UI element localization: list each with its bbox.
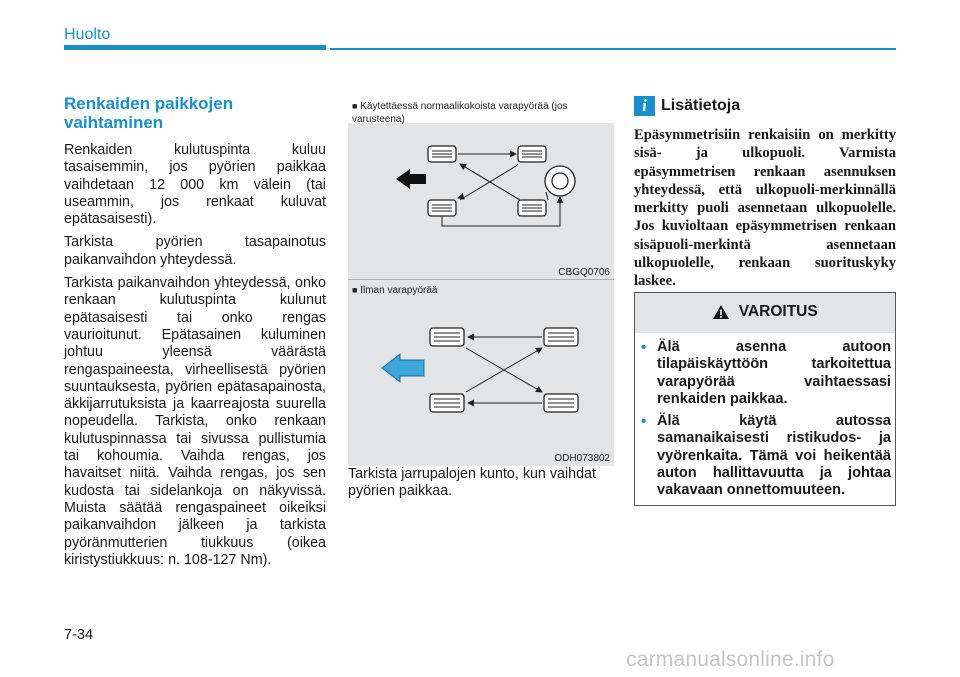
rotation-diagram-without-spare [348, 280, 614, 466]
main-text-column [64, 94, 326, 575]
paragraph-1: Renkaiden kulutuspinta kuluu tasaisemmin, jos pyörien paikkaa vaihdetaan 12 000 km välein (tai useammin, jos renkaat kuluvat epätasaisesti). [64, 142, 326, 228]
section-name: Huolto [64, 26, 111, 43]
warning-title: VAROITUS [738, 303, 818, 320]
page-number: 7-34 [64, 627, 94, 643]
rotation-diagram-with-spare [348, 96, 614, 280]
warning-header [635, 293, 895, 333]
watermark: carmanualsonline.info [626, 648, 835, 671]
bullet-icon: • [641, 339, 647, 356]
figure-code: ODH073802 [554, 453, 610, 464]
figure-without-spare [348, 280, 614, 466]
info-header [634, 96, 896, 118]
warning-item-text: Älä käytä autossa samanaikaisesti ristikudos- ja vyörenkaita. Tämä voi heikentää auton hallittavuutta ja johtaa vakavaan onnettomuuteen. [657, 413, 891, 499]
warning-item-text: Älä asenna autoon tilapäiskäyttöön tarkoitettua varapyörää vaihtaessasi renkaiden paikkaa. [657, 339, 891, 407]
warning-item [641, 339, 891, 408]
paragraph-2: Tarkista pyörien tasapainotus paikanvaihdon yhteydessä. [64, 234, 326, 268]
direction-arrow-icon [396, 169, 426, 189]
header-rule-thin [330, 48, 896, 50]
caption-bullet: ■ [352, 101, 358, 111]
figure-with-spare [348, 96, 614, 280]
caption-bullet: ■ [352, 285, 358, 295]
figure-code: CBGQ0706 [558, 267, 610, 278]
info-text: Epäsymmetrisiin renkaisiin on merkitty sisä- ja ulkopuoli. Varmista epäsymmetrisen renkaan asennuksen yhteydessä, että ulkopuoli-merkinnällä merkitty puoli asennetaan ulkopuolelle. Jos kuvioltaan epäsymmetrisen renkaan sisäpuoli-merkintä asennetaan ulkopuolelle, renkaan suorituskyky laskee. [634, 127, 896, 290]
section-heading: Renkaiden paikkojen vaihtaminen [64, 94, 234, 132]
spare-tire-icon [545, 166, 575, 196]
caption-text: Käytettäessä normaalikokoista varapyörää (jos varusteena) [352, 101, 568, 125]
warning-item [641, 413, 891, 499]
info-icon: i [634, 96, 655, 116]
paragraph-3: Tarkista paikanvaihdon yhteydessä, onko renkaan kulutuspinta kulunut epätasaisesti tai onko rengas vaurioitunut. Epätasainen kuluminen johtuu yleensä väärästä rengaspaineesta, virheellisestä pyörien suuntauksesta, pyörien epätasapainosta, äkkijarrutuksista ja kaarreajosta suurella nopeudella. Tarkista, onko renkaan kulutuspinnassa tai sivussa pullistumia tai kohoumia. Vaihda rengas, jos havaitset niitä. Vaihda rengas, jos sen kudosta tai sidelankoja on näkyvissä. Muista säätää rengaspaineet oikeiksi paikanvaihdon jälkeen ja tarkista pyöränmutterien tiukkuus (oikea kiristystiukkuus: n. 108-127 Nm). [64, 275, 326, 568]
caption-text: Ilman varapyörää [360, 285, 438, 296]
warning-box [634, 292, 896, 506]
header-rule-thick [64, 45, 326, 50]
direction-arrow-icon [382, 354, 424, 382]
info-title: Lisätietoja [661, 97, 741, 114]
warning-list [641, 339, 891, 505]
warning-triangle-icon [712, 304, 730, 320]
brake-pad-note: Tarkista jarrupalojen kunto, kun vaihdat pyörien paikkaa. [348, 466, 596, 500]
bullet-icon: • [641, 413, 647, 431]
